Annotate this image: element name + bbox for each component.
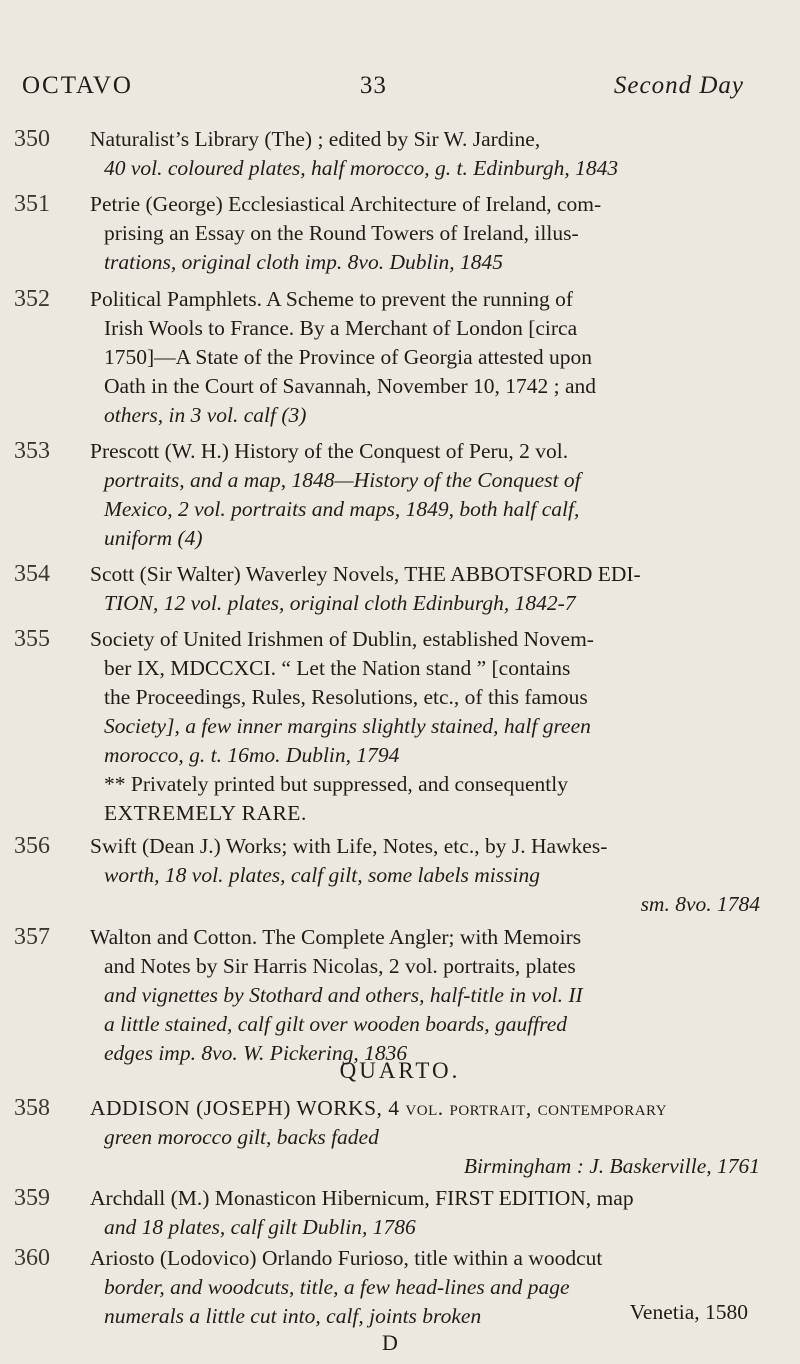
lot-imprint: Venetia, 1580 [629, 1300, 748, 1324]
lot-line: Irish Wools to France. By a Merchant of London [circa [104, 316, 578, 340]
lot-line: numerals a little cut into, calf, joints broken [104, 1304, 482, 1328]
lot-line: morocco, g. t. 16mo. Dublin, 1794 [104, 743, 400, 767]
lot-line: prising an Essay on the Round Towers of Ireland, illus- [104, 221, 579, 245]
lot-note: EXTREMELY RARE. [104, 801, 307, 825]
lot-line: ADDISON (JOSEPH) WORKS, 4 vol. portrait, contemporary [90, 1096, 668, 1120]
lot-entry [14, 560, 762, 618]
lot-number: 355 [14, 626, 50, 652]
lot-line: ber IX, MDCCXCI. “ Let the Nation stand ” [contains [104, 656, 571, 680]
lot-entry [14, 1184, 762, 1242]
lot-line: Political Pamphlets. A Scheme to prevent the running of [90, 287, 574, 311]
lot-line: Petrie (George) Ecclesiastical Architecture of Ireland, com- [90, 192, 602, 216]
lot-line: Oath in the Court of Savannah, November 10, 1742 ; and [104, 374, 597, 398]
lot-entry [14, 625, 762, 828]
lot-line: green morocco gilt, backs faded [104, 1125, 379, 1149]
lot-line: portraits, and a map, 1848—History of the Conquest of [104, 468, 581, 492]
lot-line: sm. 8vo. 1784 [640, 892, 760, 916]
lot-line: TION, 12 vol. plates, original cloth Edinburgh, 1842-7 [104, 591, 576, 615]
running-head-sale-day: Second Day [613, 72, 744, 99]
lot-line: a little stained, calf gilt over wooden boards, gauffred [104, 1012, 568, 1036]
lot-line: Prescott (W. H.) History of the Conquest of Peru, 2 vol. [90, 439, 569, 463]
section-heading: QUARTO. [339, 1058, 461, 1083]
lot-entry [14, 190, 762, 277]
lot-line: Ariosto (Lodovico) Orlando Furioso, title within a woodcut [90, 1246, 603, 1270]
lot-line: border, and woodcuts, title, a few head-lines and page [104, 1275, 570, 1299]
lot-line: Birmingham : J. Baskerville, 1761 [463, 1154, 760, 1178]
lot-number: 360 [14, 1245, 50, 1271]
lot-number: 357 [14, 924, 50, 950]
lot-line: 1750]—A State of the Province of Georgia attested upon [104, 345, 593, 369]
lot-number: 358 [14, 1095, 50, 1121]
running-head-format: OCTAVO [22, 72, 133, 99]
lot-number: 353 [14, 438, 50, 464]
lot-line: the Proceedings, Rules, Resolutions, etc., of this famous [104, 685, 588, 709]
lot-line: worth, 18 vol. plates, calf gilt, some labels missing [104, 863, 540, 887]
lot-entry [14, 923, 762, 1068]
lot-line: trations, original cloth imp. 8vo. Dublin, 1845 [104, 250, 503, 274]
lot-line: Swift (Dean J.) Works; with Life, Notes, etc., by J. Hawkes- [90, 834, 608, 858]
lot-number: 354 [14, 561, 50, 587]
lot-line: edges imp. 8vo. W. Pickering, 1836 [104, 1041, 408, 1065]
lot-line: Archdall (M.) Monasticon Hibernicum, FIRST EDITION, map [90, 1186, 634, 1210]
lot-line: Scott (Sir Walter) Waverley Novels, THE ABBOTSFORD EDI- [90, 562, 641, 586]
lot-entry [14, 437, 762, 553]
lot-entry [14, 285, 762, 430]
lot-number: 359 [14, 1185, 50, 1211]
lot-line: and vignettes by Stothard and others, half-title in vol. II [104, 983, 583, 1007]
lot-line: Society], a few inner margins slightly stained, half green [104, 714, 591, 738]
lot-line: 40 vol. coloured plates, half morocco, g. t. Edinburgh, 1843 [104, 156, 619, 180]
running-head [22, 72, 744, 100]
lot-number: 350 [14, 126, 50, 152]
lot-entry [14, 125, 762, 183]
lot-note: ** Privately printed but suppressed, and consequently [104, 772, 568, 796]
lot-entry [14, 1094, 762, 1181]
lot-number: 352 [14, 286, 50, 312]
lot-line: and Notes by Sir Harris Nicolas, 2 vol. portraits, plates [104, 954, 576, 978]
lot-line: Walton and Cotton. The Complete Angler; with Memoirs [90, 925, 582, 949]
lot-line: Mexico, 2 vol. portraits and maps, 1849, both half calf, [104, 497, 580, 521]
lot-line: and 18 plates, calf gilt Dublin, 1786 [104, 1215, 416, 1239]
signature-mark: D [382, 1330, 398, 1355]
lot-line: Society of United Irishmen of Dublin, established Novem- [90, 627, 594, 651]
lot-line: Naturalist’s Library (The) ; edited by Sir W. Jardine, [90, 127, 541, 151]
lot-number: 351 [14, 191, 50, 217]
lot-line: others, in 3 vol. calf (3) [104, 403, 307, 427]
page-number: 33 [359, 72, 387, 99]
lot-number: 356 [14, 833, 50, 859]
lot-line: uniform (4) [104, 526, 203, 550]
lot-entry [14, 832, 762, 919]
